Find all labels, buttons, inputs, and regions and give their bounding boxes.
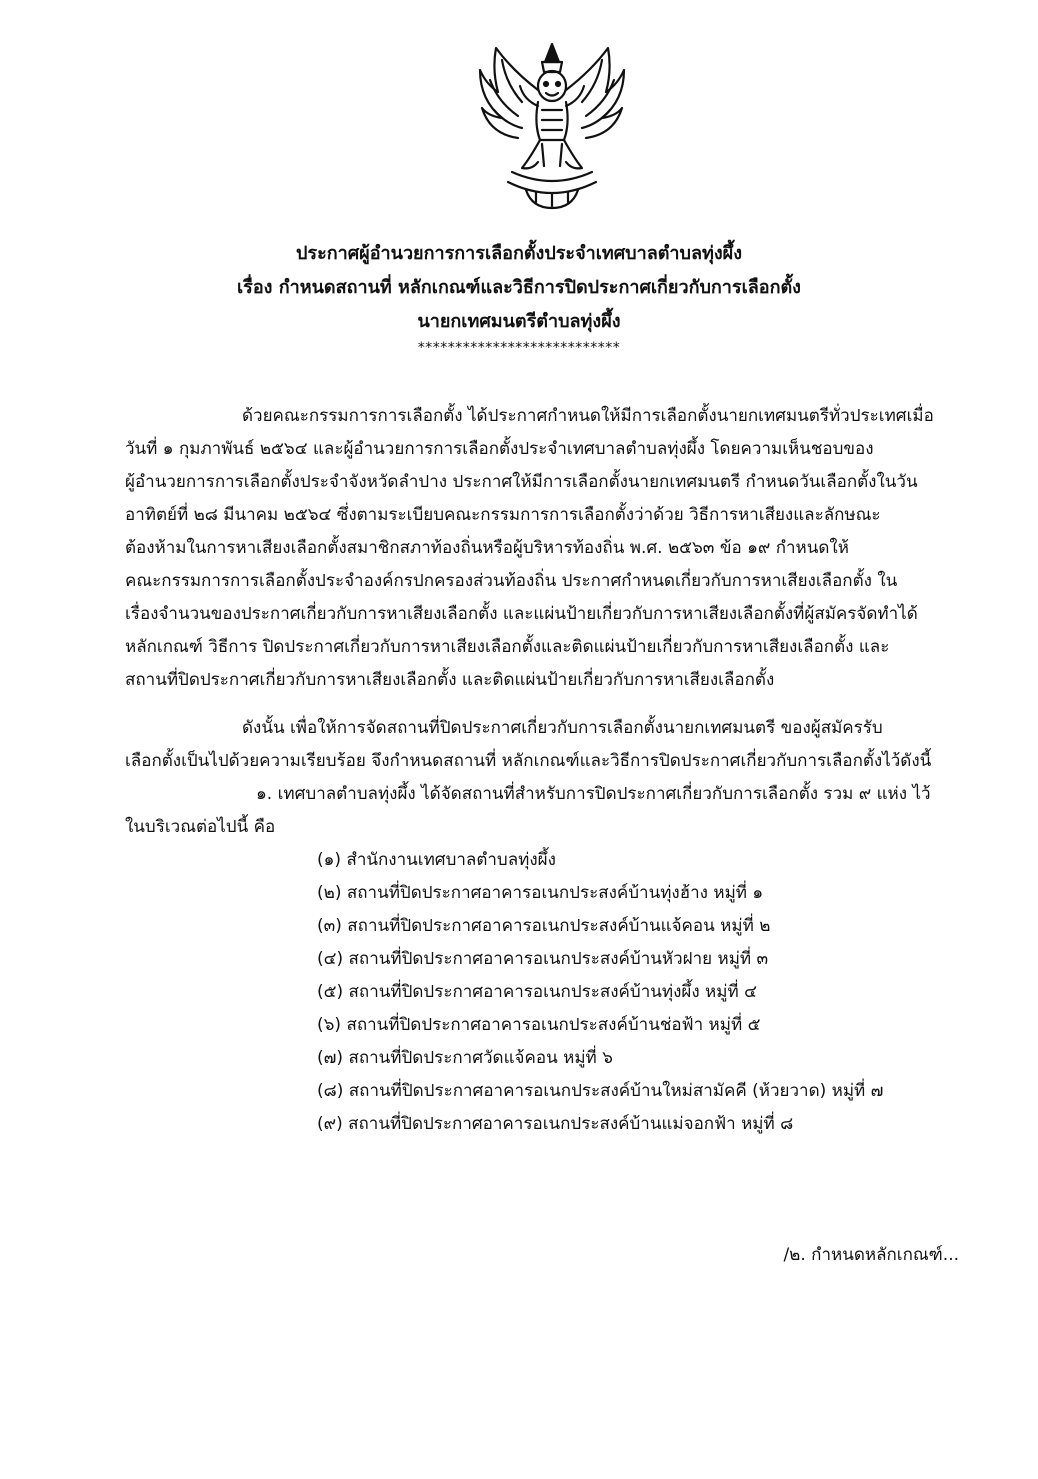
location-item: (๔) สถานที่ปิดประกาศอาคารอเนกประสงค์บ้านหัวฝาย หมู่ที่ ๓: [317, 949, 769, 969]
location-item: (๖) สถานที่ปิดประกาศอาคารอเนกประสงค์บ้านช่อฟ้า หมู่ที่ ๕: [317, 1015, 761, 1035]
location-item: (๕) สถานที่ปิดประกาศอาคารอเนกประสงค์บ้านทุ่งผึ้ง หมู่ที่ ๔: [317, 982, 757, 1002]
clause-line: ในบริเวณต่อไปนี้ คือ: [125, 817, 276, 837]
announcement-subject: เรื่อง กำหนดสถานที่ หลักเกณฑ์และวิธีการปิดประกาศเกี่ยวกับการเลือกตั้ง: [237, 277, 801, 298]
paragraph-line: เลือกตั้งเป็นไปด้วยความเรียบร้อย จึงกำหนดสถานที่ หลักเกณฑ์และวิธีการปิดประกาศเกี่ยวกับการเลือกตั้งไว้ดังนี้: [125, 751, 932, 771]
garuda-emblem-icon: [472, 40, 632, 212]
clause-line: ๑. เทศบาลตำบลทุ่งผึ้ง ได้จัดสถานที่สำหรับการปิดประกาศเกี่ยวกับการเลือกตั้ง รวม ๙ แห่ง ไว้: [256, 784, 931, 804]
paragraph-line: เรื่องจำนวนของประกาศเกี่ยวกับการหาเสียงเลือกตั้ง และแผ่นป้ายเกี่ยวกับการหาเสียงเลือกตั้งที่ผู้สมัครจัดทำได้: [125, 604, 918, 624]
paragraph-line: ต้องห้ามในการหาเสียงเลือกตั้งสมาชิกสภาท้องถิ่นหรือผู้บริหารท้องถิ่น พ.ศ. ๒๕๖๓ ข้อ ๑๙ กำหนดให้: [125, 538, 849, 558]
location-item: (๙) สถานที่ปิดประกาศอาคารอเนกประสงค์บ้านแม่จอกฟ้า หมู่ที่ ๘: [317, 1114, 794, 1134]
location-item: (๑) สำนักงานเทศบาลตำบลทุ่งผึ้ง: [317, 850, 556, 870]
paragraph-line: ดังนั้น เพื่อให้การจัดสถานที่ปิดประกาศเกี่ยวกับการเลือกตั้งนายกเทศมนตรี ของผู้สมัครรับ: [242, 718, 883, 738]
page-continuation: /๒. กำหนดหลักเกณฑ์...: [783, 1245, 959, 1265]
paragraph-line: สถานที่ปิดประกาศเกี่ยวกับการหาเสียงเลือกตั้ง และติดแผ่นป้ายเกี่ยวกับการหาเสียงเลือกตั้ง: [125, 670, 775, 690]
location-item: (๗) สถานที่ปิดประกาศวัดแจ้คอน หมู่ที่ ๖: [317, 1048, 613, 1068]
paragraph-line: หลักเกณฑ์ วิธีการ ปิดประกาศเกี่ยวกับการหาเสียงเลือกตั้งและติดแผ่นป้ายเกี่ยวกับการหาเสียงเลือกตั้ง และ: [125, 637, 890, 657]
location-item: (๘) สถานที่ปิดประกาศอาคารอเนกประสงค์บ้านใหม่สามัคคี (ห้วยวาด) หมู่ที่ ๗: [317, 1081, 884, 1101]
announcement-title: ประกาศผู้อำนวยการการเลือกตั้งประจำเทศบาลตำบลทุ่งผึ้ง: [295, 243, 742, 264]
header-separator: ***************************: [417, 340, 621, 356]
location-item: (๒) สถานที่ปิดประกาศอาคารอเนกประสงค์บ้านทุ่งฮ้าง หมู่ที่ ๑: [317, 883, 764, 903]
location-item: (๓) สถานที่ปิดประกาศอาคารอเนกประสงค์บ้านแจ้คอน หมู่ที่ ๒: [317, 916, 771, 936]
paragraph-line: ด้วยคณะกรรมการการเลือกตั้ง ได้ประกาศกำหนดให้มีการเลือกตั้งนายกเทศมนตรีทั่วประเทศเมื่อ: [242, 406, 934, 426]
paragraph-line: วันที่ ๑ กุมภาพันธ์ ๒๕๖๔ และผู้อำนวยการการเลือกตั้งประจำเทศบาลตำบลทุ่งผึ้ง โดยความเห็นชอบของ: [125, 439, 874, 459]
announcement-subject-cont: นายกเทศมนตรีตำบลทุ่งผึ้ง: [417, 311, 621, 332]
paragraph-line: อาทิตย์ที่ ๒๘ มีนาคม ๒๕๖๔ ซึ่งตามระเบียบคณะกรรมการการเลือกตั้งว่าด้วย วิธีการหาเสียงและลักษณะ: [125, 505, 881, 525]
paragraph-line: ผู้อำนวยการการเลือกตั้งประจำจังหวัดลำปาง ประกาศให้มีการเลือกตั้งนายกเทศมนตรี กำหนดวันเลือกตั้งในวัน: [125, 472, 918, 492]
paragraph-line: คณะกรรมการการเลือกตั้งประจำองค์กรปกครองส่วนท้องถิ่น ประกาศกำหนดเกี่ยวกับการหาเสียงเลือกตั้ง ใน: [125, 571, 898, 591]
